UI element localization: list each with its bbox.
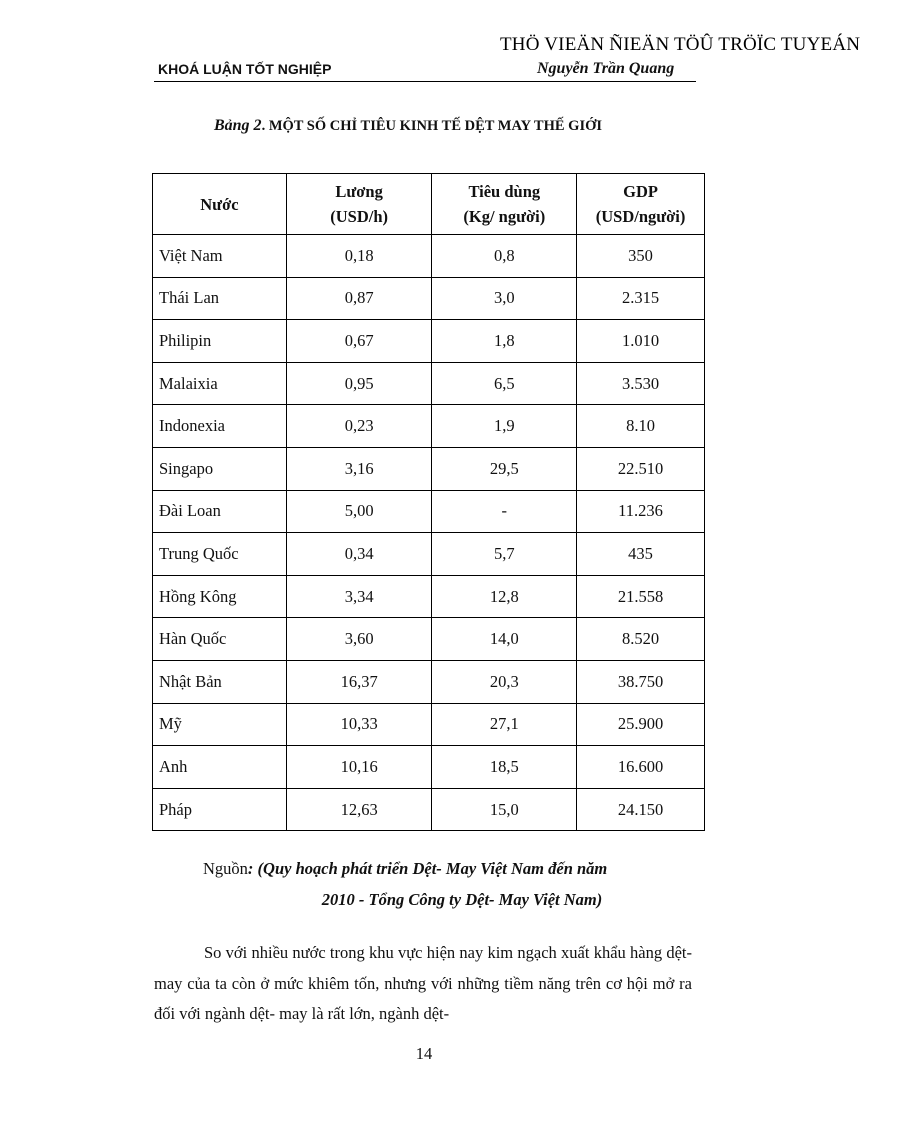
- source-citation-line2: 2010 - Tổng Công ty Dệt- May Việt Nam): [321, 890, 603, 909]
- cell-country: Trung Quốc: [153, 533, 287, 576]
- cell-consumption: 1,8: [432, 320, 577, 363]
- table-row: [153, 447, 705, 490]
- cell-wage: 10,33: [286, 703, 432, 746]
- cell-country: Đài Loan: [153, 490, 287, 533]
- header-author: Nguyễn Trần Quang: [537, 60, 675, 77]
- table-row: [153, 703, 705, 746]
- source-citation-line1: : (Quy hoạch phát triển Dệt- May Việt Nam đến năm: [247, 859, 608, 878]
- cell-consumption: 27,1: [432, 703, 577, 746]
- table-row: [153, 618, 705, 661]
- cell-gdp: 1.010: [577, 320, 705, 363]
- source-prefix: Nguồn: [203, 859, 248, 878]
- cell-wage: 12,63: [286, 788, 432, 831]
- source-note: [203, 859, 693, 879]
- cell-gdp: 2.315: [577, 277, 705, 320]
- cell-consumption: 20,3: [432, 660, 577, 703]
- cell-country: Singapo: [153, 447, 287, 490]
- cell-gdp: 3.530: [577, 362, 705, 405]
- cell-gdp: 8.520: [577, 618, 705, 661]
- body-paragraph: So với nhiều nước trong khu vực hiện nay kim ngạch xuất khẩu hàng dệt- may của ta còn ở mức khiêm tốn, nhưng với những tiềm năng trên cơ hội mở ra đối với ngành dệt- may là rất lớn, ngành dệt-: [154, 943, 692, 1023]
- watermark-text: THÖ VIEÄN ÑIEÄN TÖÛ TRÖÏC TUYEÁN: [500, 34, 861, 55]
- cell-gdp: 38.750: [577, 660, 705, 703]
- cell-country: Pháp: [153, 788, 287, 831]
- cell-consumption: 0,8: [432, 235, 577, 278]
- cell-country: Hàn Quốc: [153, 618, 287, 661]
- cell-gdp: 21.558: [577, 575, 705, 618]
- table-row: [153, 277, 705, 320]
- cell-wage: 16,37: [286, 660, 432, 703]
- table-row: [153, 490, 705, 533]
- table-caption-lead: Bảng 2: [213, 117, 262, 134]
- cell-consumption: 12,8: [432, 575, 577, 618]
- header-gdp-line2: (USD/người): [595, 207, 686, 226]
- economic-indicators-table: [152, 173, 705, 831]
- cell-consumption: 1,9: [432, 405, 577, 448]
- cell-consumption: 15,0: [432, 788, 577, 831]
- cell-wage: 3,16: [286, 447, 432, 490]
- header-wage-line2: (USD/h): [330, 207, 388, 226]
- cell-wage: 0,67: [286, 320, 432, 363]
- header-consumption-line1: Tiêu dùng: [468, 182, 541, 201]
- table-row: [153, 362, 705, 405]
- cell-wage: 0,23: [286, 405, 432, 448]
- cell-country: Anh: [153, 746, 287, 789]
- cell-wage: 0,87: [286, 277, 432, 320]
- cell-wage: 3,60: [286, 618, 432, 661]
- cell-country: Thái Lan: [153, 277, 287, 320]
- cell-country: Mỹ: [153, 703, 287, 746]
- cell-wage: 0,95: [286, 362, 432, 405]
- cell-wage: 10,16: [286, 746, 432, 789]
- header-consumption-line2: (Kg/ người): [463, 207, 546, 226]
- header-consumption: [432, 174, 577, 235]
- cell-wage: 5,00: [286, 490, 432, 533]
- cell-country: Việt Nam: [153, 235, 287, 278]
- cell-consumption: 3,0: [432, 277, 577, 320]
- header-wage: [286, 174, 432, 235]
- table-caption: [0, 117, 816, 135]
- cell-country: Malaixia: [153, 362, 287, 405]
- cell-consumption: -: [432, 490, 577, 533]
- cell-country: Nhật Bản: [153, 660, 287, 703]
- cell-country: Indonexia: [153, 405, 287, 448]
- table-header-row: [153, 174, 705, 235]
- table-row: [153, 320, 705, 363]
- table-row: [153, 788, 705, 831]
- table-row: [153, 746, 705, 789]
- header-wage-line1: Lương: [335, 182, 383, 201]
- header-country: Nước: [153, 174, 287, 235]
- cell-consumption: 5,7: [432, 533, 577, 576]
- table-row: [153, 533, 705, 576]
- cell-gdp: 435: [577, 533, 705, 576]
- cell-gdp: 25.900: [577, 703, 705, 746]
- table-row: [153, 235, 705, 278]
- cell-country: Philipin: [153, 320, 287, 363]
- cell-gdp: 8.10: [577, 405, 705, 448]
- cell-consumption: 29,5: [432, 447, 577, 490]
- cell-wage: 0,18: [286, 235, 432, 278]
- cell-gdp: 350: [577, 235, 705, 278]
- cell-consumption: 14,0: [432, 618, 577, 661]
- cell-wage: 3,34: [286, 575, 432, 618]
- table-row: [153, 405, 705, 448]
- header-divider: [154, 81, 696, 82]
- cell-gdp: 16.600: [577, 746, 705, 789]
- cell-country: Hồng Kông: [153, 575, 287, 618]
- cell-gdp: 11.236: [577, 490, 705, 533]
- table-row: [153, 575, 705, 618]
- header-gdp-line1: GDP: [623, 182, 658, 201]
- table-caption-title: . MỘT SỐ CHỈ TIÊU KINH TẾ DỆT MAY THẾ GIỚI: [261, 118, 603, 134]
- cell-gdp: 24.150: [577, 788, 705, 831]
- page-number: 14: [415, 1044, 433, 1063]
- cell-wage: 0,34: [286, 533, 432, 576]
- cell-gdp: 22.510: [577, 447, 705, 490]
- cell-consumption: 6,5: [432, 362, 577, 405]
- header-thesis-title: KHOÁ LUẬN TỐT NGHIỆP: [158, 61, 332, 77]
- cell-consumption: 18,5: [432, 746, 577, 789]
- table-row: [153, 660, 705, 703]
- header-gdp: [577, 174, 705, 235]
